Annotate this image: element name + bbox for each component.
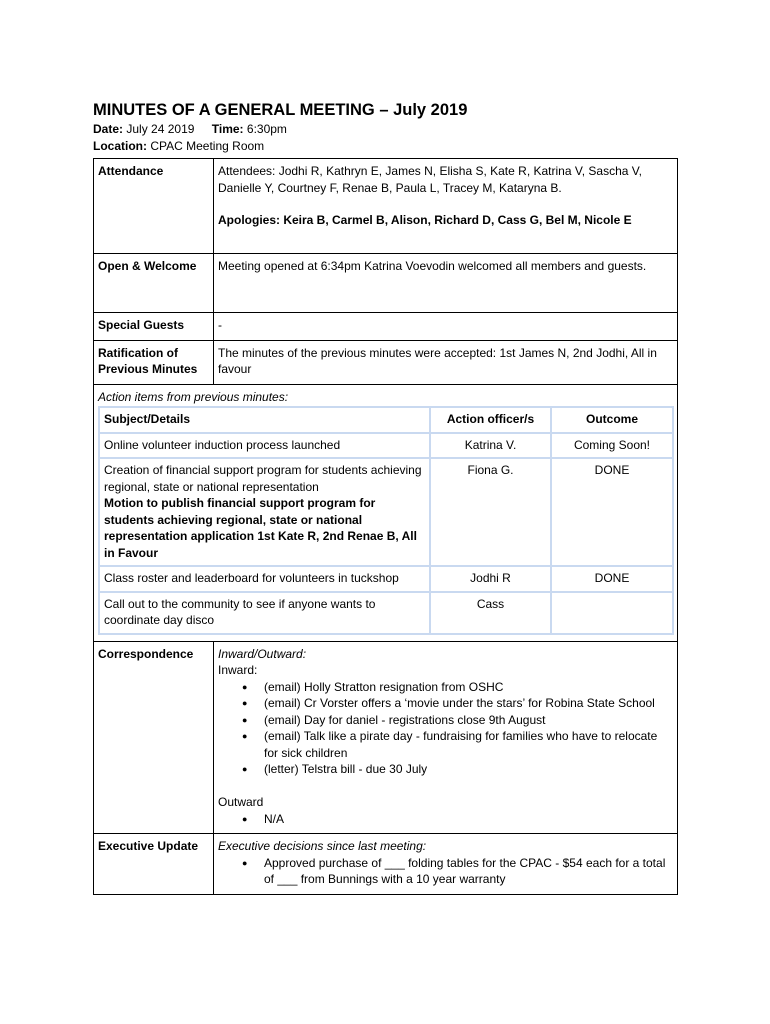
inward-label: Inward: bbox=[218, 663, 258, 677]
row-outcome: DONE bbox=[551, 566, 673, 592]
executive-update-label: Executive Update bbox=[94, 834, 214, 895]
list-item: ● Approved purchase of ___ folding tables for the CPAC - $54 each for a total of ___ from Bunnings with a 10 year warranty bbox=[218, 855, 673, 888]
executive-list bbox=[218, 855, 673, 888]
row-subject bbox=[99, 433, 430, 459]
time-label: Time: bbox=[211, 122, 244, 136]
correspondence-row bbox=[94, 641, 678, 834]
table-row bbox=[99, 592, 673, 634]
minutes-table bbox=[93, 158, 678, 895]
page-title: MINUTES OF A GENERAL MEETING – July 2019 bbox=[93, 101, 468, 119]
ratification-label: Ratification of Previous Minutes bbox=[94, 340, 214, 384]
executive-heading: Executive decisions since last meeting: bbox=[218, 839, 427, 853]
table-row bbox=[99, 458, 673, 566]
date-value: July 24 2019 bbox=[126, 122, 195, 136]
ratification-row bbox=[94, 340, 678, 384]
executive-update-row bbox=[94, 834, 678, 895]
open-welcome-text: Meeting opened at 6:34pm Katrina Voevodin welcomed all members and guests. bbox=[214, 254, 678, 313]
table-row bbox=[99, 566, 673, 592]
subject-text: Creation of financial support program for students achieving regional, state or national representation bbox=[104, 463, 422, 494]
date-label: Date: bbox=[93, 122, 124, 136]
attendance-row bbox=[94, 159, 678, 254]
meeting-location bbox=[93, 138, 678, 155]
row-subject bbox=[99, 592, 430, 634]
row-officer: Cass bbox=[430, 592, 551, 634]
row-outcome: Coming Soon! bbox=[551, 433, 673, 459]
correspondence-heading: Inward/Outward: bbox=[218, 646, 307, 661]
list-item: ● N/A bbox=[218, 811, 673, 828]
list-item: ● (email) Holly Stratton resignation from OSHC bbox=[218, 679, 673, 696]
action-items-heading: Action items from previous minutes: bbox=[98, 389, 289, 404]
open-welcome-row bbox=[94, 254, 678, 313]
list-item: ● (email) Cr Vorster offers a ‘movie under the stars’ for Robina State School bbox=[218, 695, 673, 712]
special-guests-row bbox=[94, 313, 678, 341]
subject-text: Online volunteer induction process launched bbox=[104, 437, 341, 452]
row-officer: Fiona G. bbox=[430, 458, 551, 566]
row-officer: Jodhi R bbox=[430, 566, 551, 592]
meeting-date-time bbox=[93, 121, 678, 138]
column-header-outcome: Outcome bbox=[551, 407, 673, 433]
action-items-row bbox=[94, 384, 678, 641]
subject-text: Call out to the community to see if anyone wants to coordinate day disco bbox=[104, 596, 376, 627]
column-header-subject: Subject/Details bbox=[99, 407, 430, 433]
row-outcome bbox=[551, 592, 673, 634]
action-items-header-row bbox=[99, 407, 673, 433]
list-item: ● (email) Talk like a pirate day - fundraising for families who have to relocate for sick children bbox=[218, 728, 673, 761]
apologies-text: Apologies: Keira B, Carmel B, Alison, Richard D, Cass G, Bel M, Nicole E bbox=[218, 213, 632, 227]
outward-list bbox=[218, 811, 673, 828]
attendees-text: Attendees: Jodhi R, Kathryn E, James N, Elisha S, Kate R, Katrina V, Sascha V, Danielle Y, Courtney F, Renae B, Paula L, Tracey M, Kataryna B. bbox=[218, 164, 643, 195]
location-label: Location: bbox=[93, 139, 147, 153]
attendance-content bbox=[214, 159, 678, 254]
list-item: ● (letter) Telstra bill - due 30 July bbox=[218, 761, 673, 778]
time-value: 6:30pm bbox=[246, 122, 287, 136]
minutes-document bbox=[93, 99, 678, 895]
row-subject bbox=[99, 566, 430, 592]
column-header-officer: Action officer/s bbox=[430, 407, 551, 433]
open-welcome-label: Open & Welcome bbox=[94, 254, 214, 313]
inward-list bbox=[218, 679, 673, 778]
executive-update-content bbox=[214, 834, 678, 895]
location-value: CPAC Meeting Room bbox=[150, 139, 265, 153]
motion-text: Motion to publish financial support program for students achieving regional, state or national representation application 1st Kate R, 2nd Renae B, All in Favour bbox=[104, 496, 417, 560]
special-guests-text: - bbox=[214, 313, 678, 341]
action-items-table bbox=[98, 406, 674, 635]
subject-text: Class roster and leaderboard for volunteers in tuckshop bbox=[104, 571, 399, 585]
list-item: ● (email) Day for daniel - registrations close 9th August bbox=[218, 712, 673, 729]
ratification-text: The minutes of the previous minutes were accepted: 1st James N, 2nd Jodhi, All in favour bbox=[214, 340, 678, 384]
correspondence-content bbox=[214, 641, 678, 834]
special-guests-label: Special Guests bbox=[94, 313, 214, 341]
row-outcome: DONE bbox=[551, 458, 673, 566]
row-officer: Katrina V. bbox=[430, 433, 551, 459]
attendance-label: Attendance bbox=[94, 159, 214, 254]
table-row bbox=[99, 433, 673, 459]
row-subject bbox=[99, 458, 430, 566]
correspondence-label: Correspondence bbox=[94, 641, 214, 834]
outward-label: Outward bbox=[218, 795, 264, 809]
action-items-cell bbox=[94, 384, 678, 641]
